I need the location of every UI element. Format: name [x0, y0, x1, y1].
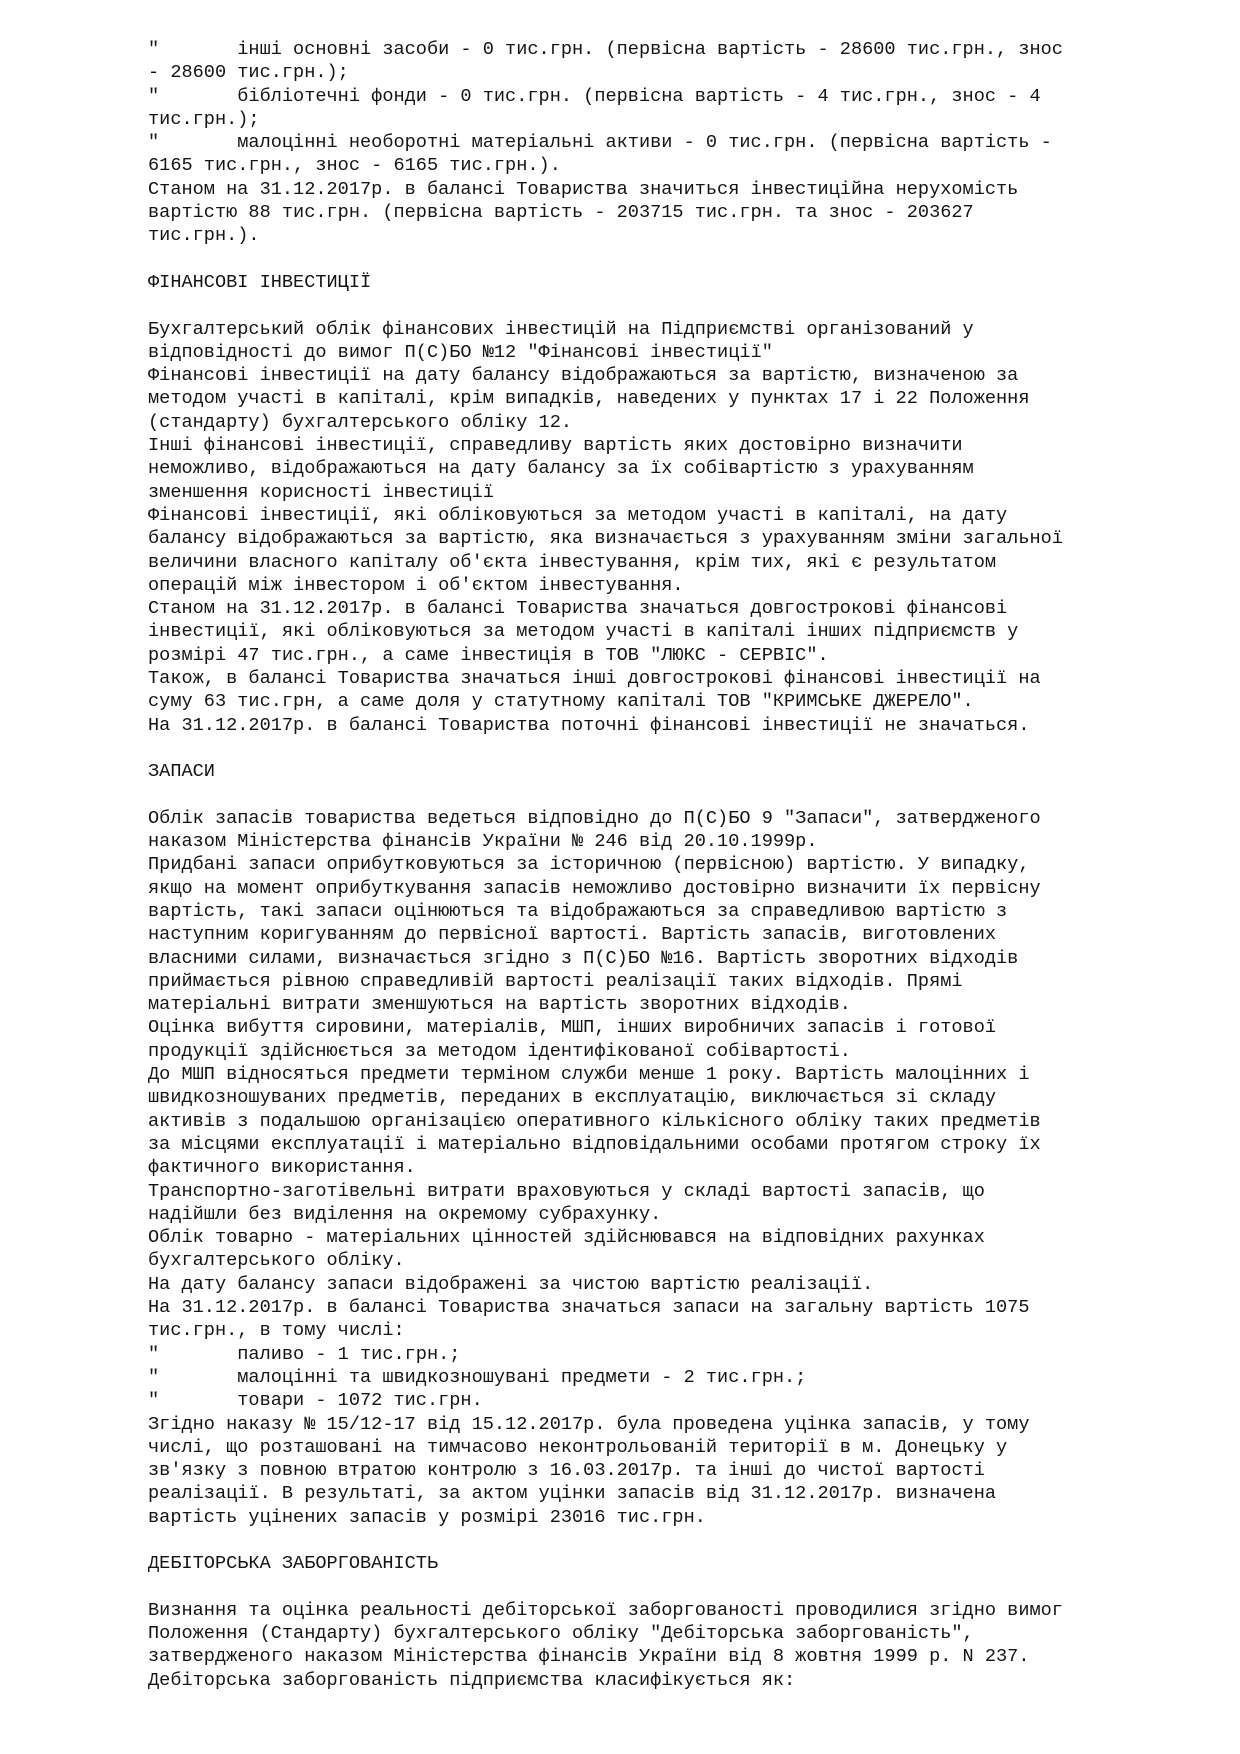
text-line: вартість, такі запаси оцінюються та відображаються за справедливою вартістю з [148, 900, 1008, 922]
text-line: " товари - 1072 тис.грн. [148, 1390, 483, 1412]
text-line: тис.грн.); [148, 108, 260, 130]
text-line: неможливо, відображаються на дату балансу за їх собівартістю з урахуванням [148, 458, 974, 480]
text-line: ЗАПАСИ [148, 761, 215, 783]
text-line: До МШП відносяться предмети терміном служби менше 1 року. Вартість малоцінних і [148, 1064, 1030, 1086]
text-line: " малоцінні необоротні матеріальні активи - 0 тис.грн. (первісна вартість - [148, 132, 1052, 154]
blank-line [148, 248, 1208, 271]
text-line: продукції здійснюється за методом ідентифікованої собівартості. [148, 1040, 851, 1062]
text-line: суму 63 тис.грн, а саме доля у статутному капіталі ТОВ "КРИМСЬКЕ ДЖЕРЕЛО". [148, 691, 974, 713]
text-line: ФІНАНСОВІ ІНВЕСТИЦІЇ [148, 271, 372, 293]
text-line: " малоцінні та швидкозношувані предмети - 2 тис.грн.; [148, 1366, 807, 1388]
text-line: " паливо - 1 тис.грн.; [148, 1343, 461, 1365]
text-line: балансу відображаються за вартістю, яка визначається з урахуванням зміни загальної [148, 528, 1063, 550]
text-line: надійшли без виділення на окремому субрахунку. [148, 1203, 662, 1225]
text-line: Визнання та оцінка реальності дебіторської заборгованості проводилися згідно вимог [148, 1599, 1063, 1621]
text-line: зменшення корисності інвестиції [148, 481, 494, 503]
text-line: фактичного використання. [148, 1157, 416, 1179]
text-line: (стандарту) бухгалтерського обліку 12. [148, 411, 573, 433]
text-line: " бібліотечні фонди - 0 тис.грн. (первісна вартість - 4 тис.грн., знос - 4 [148, 85, 1041, 107]
blank-line [148, 294, 1208, 317]
text-line: Дебіторська заборгованість підприємства класифікується як: [148, 1669, 796, 1691]
text-line: активів з подальшою організацією оперативного кількісного обліку таких предметів [148, 1110, 1041, 1132]
text-line: тис.грн., в тому числі: [148, 1320, 405, 1342]
blank-line [148, 1576, 1208, 1599]
text-line: Також, в балансі Товариства значаться інші довгострокові фінансові інвестиції на [148, 668, 1041, 690]
blank-line [148, 737, 1208, 760]
text-line: Фінансові інвестиції на дату балансу відображаються за вартістю, визначеною за [148, 365, 1019, 387]
text-line: На дату балансу запаси відображені за чистою вартістю реалізації. [148, 1273, 874, 1295]
blank-line [148, 784, 1208, 807]
text-line: операцій між інвестором і об'єктом інвестування. [148, 574, 684, 596]
text-line: ДЕБІТОРСЬКА ЗАБОРГОВАНІСТЬ [148, 1553, 439, 1575]
document-page [148, 38, 1208, 1692]
text-line: Транспортно-заготівельні витрати враховуються у складі вартості запасів, що [148, 1180, 985, 1202]
text-line: приймається рівною справедливій вартості реалізації таких відходів. Прямі [148, 970, 963, 992]
text-line: - 28600 тис.грн.); [148, 62, 349, 84]
text-line: методом участі в капіталі, крім випадків, наведених у пунктах 17 і 22 Положення [148, 388, 1030, 410]
text-line: Бухгалтерський облік фінансових інвестицій на Підприємстві організований у [148, 318, 974, 340]
text-line: На 31.12.2017р. в балансі Товариства значаться запаси на загальну вартість 1075 [148, 1297, 1030, 1319]
text-line: затвердженого наказом Міністерства фінансів України від 8 жовтня 1999 р. N 237. [148, 1646, 1030, 1668]
text-line: 6165 тис.грн., знос - 6165 тис.грн.). [148, 155, 561, 177]
text-line: відповідності до вимог П(С)БО №12 "Фінансові інвестиції" [148, 341, 773, 363]
text-line: числі, що розташовані на тимчасово неконтрольованій території в м. Донецьку у [148, 1436, 1008, 1458]
text-line: На 31.12.2017р. в балансі Товариства поточні фінансові інвестиції не значаться. [148, 714, 1030, 736]
text-line: тис.грн.). [148, 225, 260, 247]
text-line: Оцінка вибуття сировини, матеріалів, МШП, інших виробничих запасів і готової [148, 1017, 997, 1039]
text-line: величини власного капіталу об'єкта інвестування, крім тих, які є результатом [148, 551, 997, 573]
text-line: Придбані запаси оприбутковуються за історичною (первісною) вартістю. У випадку, [148, 854, 1030, 876]
text-line: бухгалтерського обліку. [148, 1250, 405, 1272]
text-line: наказом Міністерства фінансів України № 246 від 20.10.1999р. [148, 831, 818, 853]
text-line: інвестиції, які обліковуються за методом участі в капіталі інших підприємств у [148, 621, 1019, 643]
text-line: власними силами, визначається згідно з П(С)БО №16. Вартість зворотних відходів [148, 947, 1019, 969]
text-line: " інші основні засоби - 0 тис.грн. (первісна вартість - 28600 тис.грн., знос [148, 39, 1063, 60]
text-line: вартістю 88 тис.грн. (первісна вартість - 203715 тис.грн. та знос - 203627 [148, 202, 974, 224]
text-line: наступним коригуванням до первісної вартості. Вартість запасів, виготовлених [148, 924, 997, 946]
text-line: Згідно наказу № 15/12-17 від 15.12.2017р. була проведена уцінка запасів, у тому [148, 1413, 1030, 1435]
text-line: вартість уцінених запасів у розмірі 23016 тис.грн. [148, 1506, 706, 1528]
text-line: матеріальні витрати зменшуються на вартість зворотних відходів. [148, 994, 851, 1016]
text-line: Облік товарно - матеріальних цінностей здійснювався на відповідних рахунках [148, 1227, 985, 1249]
text-line: розмірі 47 тис.грн., а саме інвестиція в ТОВ "ЛЮКС - СЕРВІС". [148, 644, 829, 666]
text-line: Станом на 31.12.2017р. в балансі Товариства значиться інвестиційна нерухомість [148, 178, 1019, 200]
text-line: Положення (Стандарту) бухгалтерського обліку "Дебіторська заборгованість", [148, 1623, 974, 1645]
text-line: Станом на 31.12.2017р. в балансі Товариства значаться довгострокові фінансові [148, 598, 1008, 620]
text-line: Інші фінансові інвестиції, справедливу вартість яких достовірно визначити [148, 435, 963, 457]
text-line: зв'язку з повною втратою контролю з 16.03.2017р. та інші до чистої вартості [148, 1460, 985, 1482]
text-line: швидкозношуваних предметів, переданих в експлуатацію, виключається зі складу [148, 1087, 997, 1109]
text-line: Фінансові інвестиції, які обліковуються за методом участі в капіталі, на дату [148, 504, 1008, 526]
blank-line [148, 1529, 1208, 1552]
text-line: реалізації. В результаті, за актом уцінки запасів від 31.12.2017р. визначена [148, 1483, 997, 1505]
text-line: Облік запасів товариства ведеться відповідно до П(С)БО 9 "Запаси", затвердженого [148, 807, 1041, 829]
text-line: за місцями експлуатації і матеріально відповідальними особами протягом строку їх [148, 1133, 1041, 1155]
text-line: якщо на момент оприбуткування запасів неможливо достовірно визначити їх первісну [148, 877, 1041, 899]
